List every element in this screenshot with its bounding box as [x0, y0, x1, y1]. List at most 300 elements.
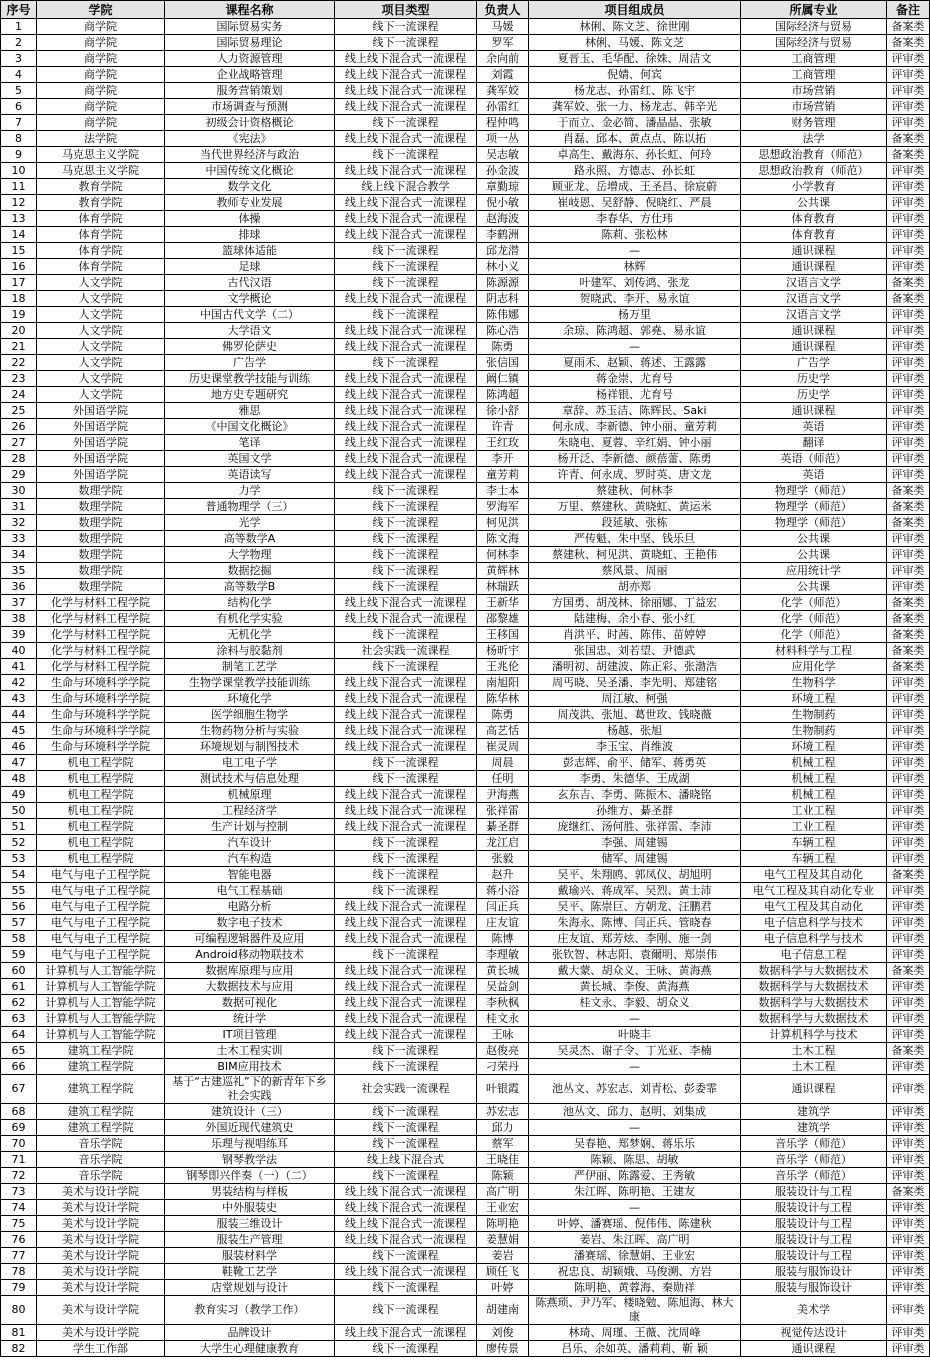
cell-leader: 高广明: [477, 1184, 529, 1200]
cell-college: 生命与环境科学学院: [37, 675, 165, 691]
cell-type: 线下一流课程: [335, 835, 477, 851]
table-row: [1, 659, 930, 675]
cell-leader: 陈伟娜: [477, 307, 529, 323]
table-row: [1, 867, 930, 883]
cell-major: 电气工程及其自动化: [741, 867, 887, 883]
cell-college: 音乐学院: [37, 1136, 165, 1152]
table-row: [1, 483, 930, 499]
cell-college: 美术与设计学院: [37, 1264, 165, 1280]
cell-type: 线上线下混合式一流课程: [335, 1216, 477, 1232]
cell-type: 线下一流课程: [335, 1168, 477, 1184]
table-row: [1, 563, 930, 579]
table-row: [1, 803, 930, 819]
cell-note: 评审类: [887, 707, 930, 723]
table-row: [1, 515, 930, 531]
cell-leader: 余向前: [477, 51, 529, 67]
table-row: [1, 51, 930, 67]
cell-course: 医学细胞生物学: [165, 707, 335, 723]
col-header-note: 备注: [887, 1, 930, 19]
cell-leader: 闫正兵: [477, 899, 529, 915]
cell-leader: 陈心浩: [477, 323, 529, 339]
cell-type: 线上线下混合式一流课程: [335, 979, 477, 995]
cell-index: 36: [1, 579, 37, 595]
cell-college: 人文学院: [37, 371, 165, 387]
cell-type: 线下一流课程: [335, 307, 477, 323]
cell-leader: 桂文永: [477, 1011, 529, 1027]
cell-index: 41: [1, 659, 37, 675]
cell-note: 评审类: [887, 947, 930, 963]
cell-note: 备案类: [887, 1184, 930, 1200]
cell-leader: 孙雷红: [477, 99, 529, 115]
cell-major: 音乐学（师范）: [741, 1136, 887, 1152]
cell-major: 服装设计与工程: [741, 1216, 887, 1232]
table-row: [1, 339, 930, 355]
cell-leader: 王兆伦: [477, 659, 529, 675]
cell-leader: 章勤琼: [477, 179, 529, 195]
cell-note: 备案类: [887, 627, 930, 643]
cell-college: 人文学院: [37, 339, 165, 355]
cell-type: 线上线下混合式一流课程: [335, 1325, 477, 1341]
cell-course: 广告学: [165, 355, 335, 371]
cell-course: 乐理与视唱练耳: [165, 1136, 335, 1152]
cell-major: 数据科学与大数据技术: [741, 963, 887, 979]
cell-members: 池丛文、苏宏志、刘青松、彭委霏: [529, 1075, 741, 1104]
cell-college: 建筑工程学院: [37, 1120, 165, 1136]
cell-college: 外国语学院: [37, 419, 165, 435]
cell-leader: 吴益剑: [477, 979, 529, 995]
table-row: [1, 1200, 930, 1216]
cell-course: 结构化学: [165, 595, 335, 611]
cell-type: 线下一流课程: [335, 499, 477, 515]
cell-index: 20: [1, 323, 37, 339]
cell-college: 生命与环境科学学院: [37, 739, 165, 755]
cell-course: 排球: [165, 227, 335, 243]
cell-type: 线上线下混合式一流课程: [335, 467, 477, 483]
cell-members: 陈颖、陈思、胡敏: [529, 1152, 741, 1168]
cell-type: 线上线下混合式一流课程: [335, 1264, 477, 1280]
cell-course: 鞋靴工艺学: [165, 1264, 335, 1280]
cell-note: 评审类: [887, 883, 930, 899]
cell-note: 备案类: [887, 515, 930, 531]
cell-college: 化学与材料工程学院: [37, 611, 165, 627]
cell-type: 线上线下混合式一流课程: [335, 707, 477, 723]
cell-leader: 林小义: [477, 259, 529, 275]
cell-members: 彭志辉、俞平、储军、蒋勇英: [529, 755, 741, 771]
cell-note: 评审类: [887, 1011, 930, 1027]
cell-note: 评审类: [887, 1120, 930, 1136]
cell-note: 评审类: [887, 307, 930, 323]
cell-note: 评审类: [887, 355, 930, 371]
cell-members: 蔡建秋、何林李: [529, 483, 741, 499]
cell-major: 历史学: [741, 371, 887, 387]
cell-major: 体育教育: [741, 211, 887, 227]
cell-members: 潘明初、胡建波、陈正彩、张渤浩: [529, 659, 741, 675]
cell-members: 蔡风景、周丽: [529, 563, 741, 579]
cell-index: 78: [1, 1264, 37, 1280]
cell-course: 中外服装史: [165, 1200, 335, 1216]
cell-college: 数理学院: [37, 563, 165, 579]
cell-leader: 王新华: [477, 595, 529, 611]
cell-type: 线上线下混合式一流课程: [335, 291, 477, 307]
table-row: [1, 1136, 930, 1152]
cell-index: 75: [1, 1216, 37, 1232]
cell-type: 线上线下混合式一流课程: [335, 595, 477, 611]
cell-leader: 姜岩: [477, 1248, 529, 1264]
table-row: [1, 755, 930, 771]
cell-members: 池丛文、邱力、赵明、刘集成: [529, 1104, 741, 1120]
cell-members: 张钦智、林志阳、袁爾明、郑崇伟: [529, 947, 741, 963]
cell-course: 历史课堂教学技能与训练: [165, 371, 335, 387]
cell-college: 数理学院: [37, 547, 165, 563]
cell-college: 商学院: [37, 67, 165, 83]
cell-note: 评审类: [887, 179, 930, 195]
cell-major: 物理学（师范）: [741, 483, 887, 499]
cell-major: 历史学: [741, 387, 887, 403]
cell-course: 服装材料学: [165, 1248, 335, 1264]
cell-course: 大学物理: [165, 547, 335, 563]
cell-type: 线上线下混合式一流课程: [335, 963, 477, 979]
cell-members: 朱江晖、陈明艳、王建友: [529, 1184, 741, 1200]
cell-type: 线下一流课程: [335, 755, 477, 771]
cell-members: 蒋金崇、尤育号: [529, 371, 741, 387]
cell-course: 服装三维设计: [165, 1216, 335, 1232]
cell-leader: 邵黎雄: [477, 611, 529, 627]
cell-course: 力学: [165, 483, 335, 499]
cell-note: 备案类: [887, 275, 930, 291]
cell-course: 初级会计资格概论: [165, 115, 335, 131]
cell-members: 夏晋玉、毛华配、徐姝、周洁文: [529, 51, 741, 67]
cell-major: 通识课程: [741, 339, 887, 355]
cell-college: 商学院: [37, 115, 165, 131]
cell-type: 线上线下混合式一流课程: [335, 691, 477, 707]
cell-note: 评审类: [887, 195, 930, 211]
cell-note: 评审类: [887, 739, 930, 755]
cell-major: 应用统计学: [741, 563, 887, 579]
cell-type: 线下一流课程: [335, 1043, 477, 1059]
cell-members: 杨越、张旭: [529, 723, 741, 739]
col-header-type: 项目类型: [335, 1, 477, 19]
cell-college: 教育学院: [37, 179, 165, 195]
cell-index: 58: [1, 931, 37, 947]
cell-index: 43: [1, 691, 37, 707]
cell-type: 线下一流课程: [335, 243, 477, 259]
cell-major: 思想政治教育（师范）: [741, 163, 887, 179]
cell-index: 34: [1, 547, 37, 563]
cell-major: 机械工程: [741, 755, 887, 771]
cell-members: 许青、何永成、罗时英、唐文龙: [529, 467, 741, 483]
cell-type: 线上线下混合式一流课程: [335, 1011, 477, 1027]
cell-major: 应用化学: [741, 659, 887, 675]
cell-college: 数理学院: [37, 499, 165, 515]
table-row: [1, 211, 930, 227]
cell-index: 67: [1, 1075, 37, 1104]
cell-college: 美术与设计学院: [37, 1184, 165, 1200]
cell-type: 线上线下混合式一流课程: [335, 787, 477, 803]
cell-major: 公共课: [741, 579, 887, 595]
cell-members: 黄长城、李俊、黄海燕: [529, 979, 741, 995]
cell-index: 7: [1, 115, 37, 131]
cell-major: 工商管理: [741, 51, 887, 67]
table-row: [1, 307, 930, 323]
cell-college: 商学院: [37, 35, 165, 51]
col-header-college: 学院: [37, 1, 165, 19]
cell-major: 英语: [741, 467, 887, 483]
cell-course: 电工电子学: [165, 755, 335, 771]
cell-major: 服装设计与工程: [741, 1200, 887, 1216]
cell-major: 电气工程及其自动化专业: [741, 883, 887, 899]
cell-college: 计算机与人工智能学院: [37, 979, 165, 995]
cell-type: 线上线下混合式一流课程: [335, 323, 477, 339]
col-header-major: 所属专业: [741, 1, 887, 19]
cell-index: 3: [1, 51, 37, 67]
cell-index: 12: [1, 195, 37, 211]
cell-leader: 崔灵周: [477, 739, 529, 755]
cell-leader: 张信国: [477, 355, 529, 371]
cell-type: 线上线下混合式一流课程: [335, 163, 477, 179]
cell-course: 《中国文化概论》: [165, 419, 335, 435]
cell-index: 50: [1, 803, 37, 819]
cell-major: 思想政治教育（师范）: [741, 147, 887, 163]
cell-college: 计算机与人工智能学院: [37, 1027, 165, 1043]
cell-course: 男装结构与样板: [165, 1184, 335, 1200]
cell-college: 电气与电子工程学院: [37, 867, 165, 883]
cell-index: 59: [1, 947, 37, 963]
cell-course: 制笔工艺学: [165, 659, 335, 675]
cell-index: 17: [1, 275, 37, 291]
cell-course: 建筑设计（三）: [165, 1104, 335, 1120]
table-row: [1, 707, 930, 723]
cell-course: 钢琴教学法: [165, 1152, 335, 1168]
cell-index: 76: [1, 1232, 37, 1248]
cell-note: 备案类: [887, 483, 930, 499]
cell-index: 62: [1, 995, 37, 1011]
cell-members: 李强、周建锡: [529, 835, 741, 851]
cell-type: 线上线下混合式一流课程: [335, 915, 477, 931]
table-row: [1, 963, 930, 979]
cell-college: 人文学院: [37, 307, 165, 323]
cell-members: 陈莉、张松林: [529, 227, 741, 243]
table-row: [1, 355, 930, 371]
cell-note: 评审类: [887, 371, 930, 387]
cell-type: 线上线下混合式一流课程: [335, 99, 477, 115]
cell-course: 电路分析: [165, 899, 335, 915]
cell-note: 备案类: [887, 611, 930, 627]
cell-index: 54: [1, 867, 37, 883]
table-row: [1, 1104, 930, 1120]
cell-members: 夏雨禾、赵颖、蒋述、王露露: [529, 355, 741, 371]
table-row: [1, 1184, 930, 1200]
cell-major: 计算机科学与技术: [741, 1027, 887, 1043]
cell-leader: 黄长城: [477, 963, 529, 979]
cell-course: 人力资源管理: [165, 51, 335, 67]
cell-major: 通识课程: [741, 1341, 887, 1357]
cell-college: 电气与电子工程学院: [37, 931, 165, 947]
cell-major: 生物科学: [741, 675, 887, 691]
table-row: [1, 1248, 930, 1264]
cell-leader: 李理敏: [477, 947, 529, 963]
cell-leader: 吴志敏: [477, 147, 529, 163]
cell-members: 陈明艳、黄蓉海、秦勋祥: [529, 1280, 741, 1296]
cell-members: 叶建军、刘传鸿、张龙: [529, 275, 741, 291]
cell-members: 段延敏、张栋: [529, 515, 741, 531]
cell-index: 45: [1, 723, 37, 739]
cell-type: 线下一流课程: [335, 147, 477, 163]
table-row: [1, 835, 930, 851]
cell-leader: 罗军: [477, 35, 529, 51]
cell-course: 机械原理: [165, 787, 335, 803]
cell-members: 严传魁、朱中坚、钱乐旦: [529, 531, 741, 547]
cell-college: 机电工程学院: [37, 787, 165, 803]
cell-course: 数据挖掘: [165, 563, 335, 579]
cell-members: 孙维方、綦圣群: [529, 803, 741, 819]
cell-note: 评审类: [887, 579, 930, 595]
cell-leader: 李士本: [477, 483, 529, 499]
cell-index: 4: [1, 67, 37, 83]
cell-note: 评审类: [887, 387, 930, 403]
cell-members: 吴平、朱翔鸥、郭凤仪、胡旭明: [529, 867, 741, 883]
cell-members: —: [529, 1011, 741, 1027]
cell-note: 备案类: [887, 595, 930, 611]
cell-index: 66: [1, 1059, 37, 1075]
cell-index: 55: [1, 883, 37, 899]
cell-note: 备案类: [887, 291, 930, 307]
cell-college: 建筑工程学院: [37, 1043, 165, 1059]
cell-major: 服装设计与工程: [741, 1184, 887, 1200]
table-row: [1, 435, 930, 451]
cell-college: 体育学院: [37, 227, 165, 243]
cell-index: 1: [1, 19, 37, 35]
cell-college: 电气与电子工程学院: [37, 883, 165, 899]
cell-leader: 苏宏志: [477, 1104, 529, 1120]
cell-college: 生命与环境科学学院: [37, 707, 165, 723]
cell-members: 严伊丽、陈露爱、王秀敏: [529, 1168, 741, 1184]
cell-major: 汉语言文学: [741, 275, 887, 291]
cell-index: 47: [1, 755, 37, 771]
cell-type: 线下一流课程: [335, 1280, 477, 1296]
cell-type: 线下一流课程: [335, 563, 477, 579]
cell-index: 28: [1, 451, 37, 467]
cell-leader: 马媛: [477, 19, 529, 35]
cell-note: 评审类: [887, 451, 930, 467]
cell-college: 美术与设计学院: [37, 1232, 165, 1248]
cell-leader: 南旭阳: [477, 675, 529, 691]
cell-index: 6: [1, 99, 37, 115]
cell-type: 线下一流课程: [335, 515, 477, 531]
cell-leader: 綦圣群: [477, 819, 529, 835]
cell-college: 马克思主义学院: [37, 163, 165, 179]
cell-type: 线下一流课程: [335, 547, 477, 563]
cell-college: 机电工程学院: [37, 819, 165, 835]
cell-course: 企业战略管理: [165, 67, 335, 83]
cell-course: 生物药物分析与实验: [165, 723, 335, 739]
cell-type: 线下一流课程: [335, 1104, 477, 1120]
cell-members: 陈燕琐、尹乃军、楼晓勉、陈旭海、林大康: [529, 1296, 741, 1325]
table-row: [1, 499, 930, 515]
table-row: [1, 243, 930, 259]
cell-major: 电子信息工程: [741, 947, 887, 963]
cell-type: 线上线下混合式一流课程: [335, 819, 477, 835]
table-row: [1, 1059, 930, 1075]
cell-index: 69: [1, 1120, 37, 1136]
cell-leader: 邱龙潜: [477, 243, 529, 259]
cell-note: 评审类: [887, 1168, 930, 1184]
cell-leader: 邱力: [477, 1120, 529, 1136]
cell-major: 音乐学（师范）: [741, 1152, 887, 1168]
cell-note: 备案类: [887, 643, 930, 659]
cell-major: 车辆工程: [741, 851, 887, 867]
cell-index: 77: [1, 1248, 37, 1264]
cell-major: 建筑学: [741, 1120, 887, 1136]
cell-college: 机电工程学院: [37, 803, 165, 819]
table-row: [1, 819, 930, 835]
cell-note: 评审类: [887, 1104, 930, 1120]
cell-college: 美术与设计学院: [37, 1248, 165, 1264]
cell-major: 数据科学与大数据技术: [741, 1011, 887, 1027]
cell-college: 生命与环境科学学院: [37, 723, 165, 739]
cell-major: 音乐学（师范）: [741, 1168, 887, 1184]
cell-members: 余琼、陈鸿超、郭堯、易永谊: [529, 323, 741, 339]
cell-course: 数学文化: [165, 179, 335, 195]
cell-index: 56: [1, 899, 37, 915]
cell-college: 机电工程学院: [37, 755, 165, 771]
table-row: [1, 771, 930, 787]
cell-members: 叶婷、潘赛瑶、倪伟伟、陈建秋: [529, 1216, 741, 1232]
cell-course: 教育实习（教学工作）: [165, 1296, 335, 1325]
cell-course: 普通物理学（三）: [165, 499, 335, 515]
cell-type: 线下一流课程: [335, 1296, 477, 1325]
cell-note: 评审类: [887, 1136, 930, 1152]
table-row: [1, 1232, 930, 1248]
cell-note: 评审类: [887, 83, 930, 99]
cell-index: 5: [1, 83, 37, 99]
cell-leader: 许青: [477, 419, 529, 435]
cell-index: 40: [1, 643, 37, 659]
cell-major: 工业工程: [741, 803, 887, 819]
cell-type: 线上线下混合式一流课程: [335, 899, 477, 915]
cell-college: 学生工作部: [37, 1341, 165, 1357]
header-row: [1, 1, 930, 19]
cell-note: 评审类: [887, 1059, 930, 1075]
cell-major: 环境工程: [741, 691, 887, 707]
cell-members: 周江敏、柯强: [529, 691, 741, 707]
cell-college: 人文学院: [37, 291, 165, 307]
cell-college: 生命与环境科学学院: [37, 691, 165, 707]
cell-index: 65: [1, 1043, 37, 1059]
table-row: [1, 579, 930, 595]
cell-major: 汉语言文学: [741, 291, 887, 307]
cell-note: 评审类: [887, 1152, 930, 1168]
cell-leader: 任明: [477, 771, 529, 787]
cell-note: 评审类: [887, 771, 930, 787]
cell-course: 《宪法》: [165, 131, 335, 147]
cell-members: 桂文永、李毅、胡众义: [529, 995, 741, 1011]
table-row: [1, 1152, 930, 1168]
cell-note: 评审类: [887, 339, 930, 355]
cell-note: 评审类: [887, 1296, 930, 1325]
cell-members: 储军、周建锡: [529, 851, 741, 867]
cell-college: 商学院: [37, 83, 165, 99]
cell-major: 服装与服饰设计: [741, 1280, 887, 1296]
cell-course: 大学生心理健康教育: [165, 1341, 335, 1357]
cell-course: 古代汉语: [165, 275, 335, 291]
table-row: [1, 115, 930, 131]
cell-members: 方国勇、胡茂林、徐丽娜、丁益宏: [529, 595, 741, 611]
cell-leader: 柯见洪: [477, 515, 529, 531]
cell-members: 林俐、马媛、陈文芝: [529, 35, 741, 51]
cell-type: 线上线下混合式一流课程: [335, 195, 477, 211]
cell-members: 倪婧、何宾: [529, 67, 741, 83]
cell-note: 评审类: [887, 803, 930, 819]
